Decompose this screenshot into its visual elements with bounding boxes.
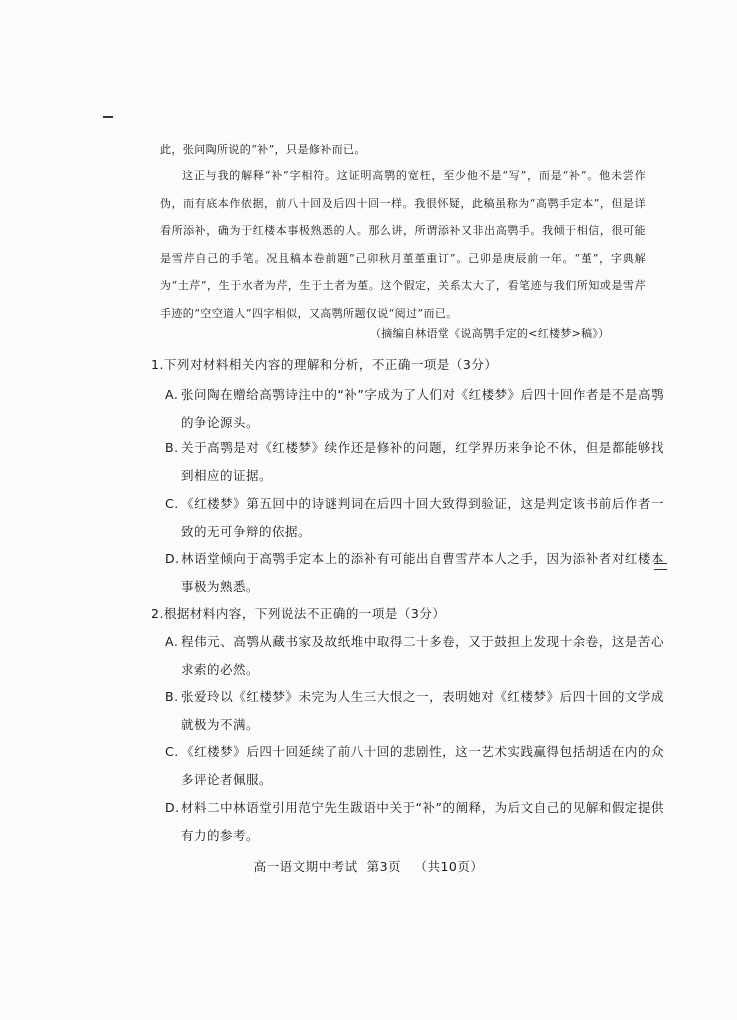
question-1-option-a [165,381,664,437]
question-1-stem: 1.下列对材料相关内容的理解和分析，不正确一项是（3分） [151,357,498,372]
option-text: 关于高鹗是对《红楼梦》续作还是修补的问题，红学界历来争论不休，但是都能够找到相应的证据。 [181,440,664,483]
question-1-option-b [165,434,664,490]
option-key: D. [165,551,180,566]
option-key: A. [165,634,179,649]
option-text: 张爱玲以《红楼梦》未完为人生三大恨之一，表明她对《红楼梦》后四十回的文学成就极为不满。 [181,689,664,732]
option-key: B. [165,440,179,455]
question-2-option-c [165,738,664,794]
option-text: 《红楼梦》后四十回延续了前八十回的悲剧性，这一艺术实践赢得包括胡适在内的众多评论者佩服。 [181,744,664,787]
option-text: 材料二中林语堂引用范宁先生跋语中关于“补”的阐释，为后文自己的见解和假定提供有力的参考。 [181,800,664,843]
page-footer: 高一语文期中考试 第3页 （共10页） [253,859,484,874]
passage-source: （摘编自林语堂《说高鹗手定的<红楼梦>稿》） [370,327,610,340]
option-key: A. [165,387,179,402]
option-key: C. [165,496,179,511]
option-text: 程伟元、高鹗从藏书家及故纸堆中取得二十多卷，又于鼓担上发现十余卷，这是苦心求索的必然。 [181,634,664,677]
option-key: D. [165,800,180,815]
question-1-option-c [165,490,664,546]
question-1-option-d [165,545,664,601]
option-text: 林语堂倾向于高鹗手定本上的添补有可能出自曹雪芹本人之手，因为添补者对红楼本事极为熟悉。 [181,551,664,594]
question-2-option-b [165,683,664,739]
passage-intro-line: 此，张问陶所说的“补”，只是修补而已。 [160,143,366,156]
question-2-option-a [165,628,664,684]
option-text: 《红楼梦》第五回中的诗谜判词在后四十回大致得到验证，这是判定该书前后作者一致的无可争辩的依据。 [181,496,664,539]
option-text: 张问陶在赠给高鹗诗注中的“补”字成为了人们对《红楼梦》后四十回作者是不是高鹗的争论源头。 [181,387,664,430]
option-key: C. [165,744,179,759]
scan-margin-mark [103,116,113,118]
question-2-stem: 2.根据材料内容，下列说法不正确的一项是（3分） [151,606,446,621]
question-2-option-d [165,794,664,850]
option-key: B. [165,689,179,704]
passage-paragraph: 这正与我的解释“补”字相符。这证明高鹗的宽枉，至少他不是“写”，而是“补”。他未尝作伪，而有底本作依据，前八十回及后四十回一样。我很怀疑，此稿虽称为“高鹗手定本”，但是详看所添补，确为于红楼本事极熟悉的人。那么讲，所谓添补又非出高鹗手。我倾于相信，很可能是雪芹自己的手笔。况且稿本卷前题“己卯秋月堇堇重订”。己卯是庚辰前一年。“堇”，字典解为“土芹”，生于水者为芹，生于土者为堇。这个假定，关系太大了，看笔迹与我们所知或是雪芹手迹的“空空道人”四字相似，又高鹗所题仅说“阅过”而已。 [160,169,646,320]
